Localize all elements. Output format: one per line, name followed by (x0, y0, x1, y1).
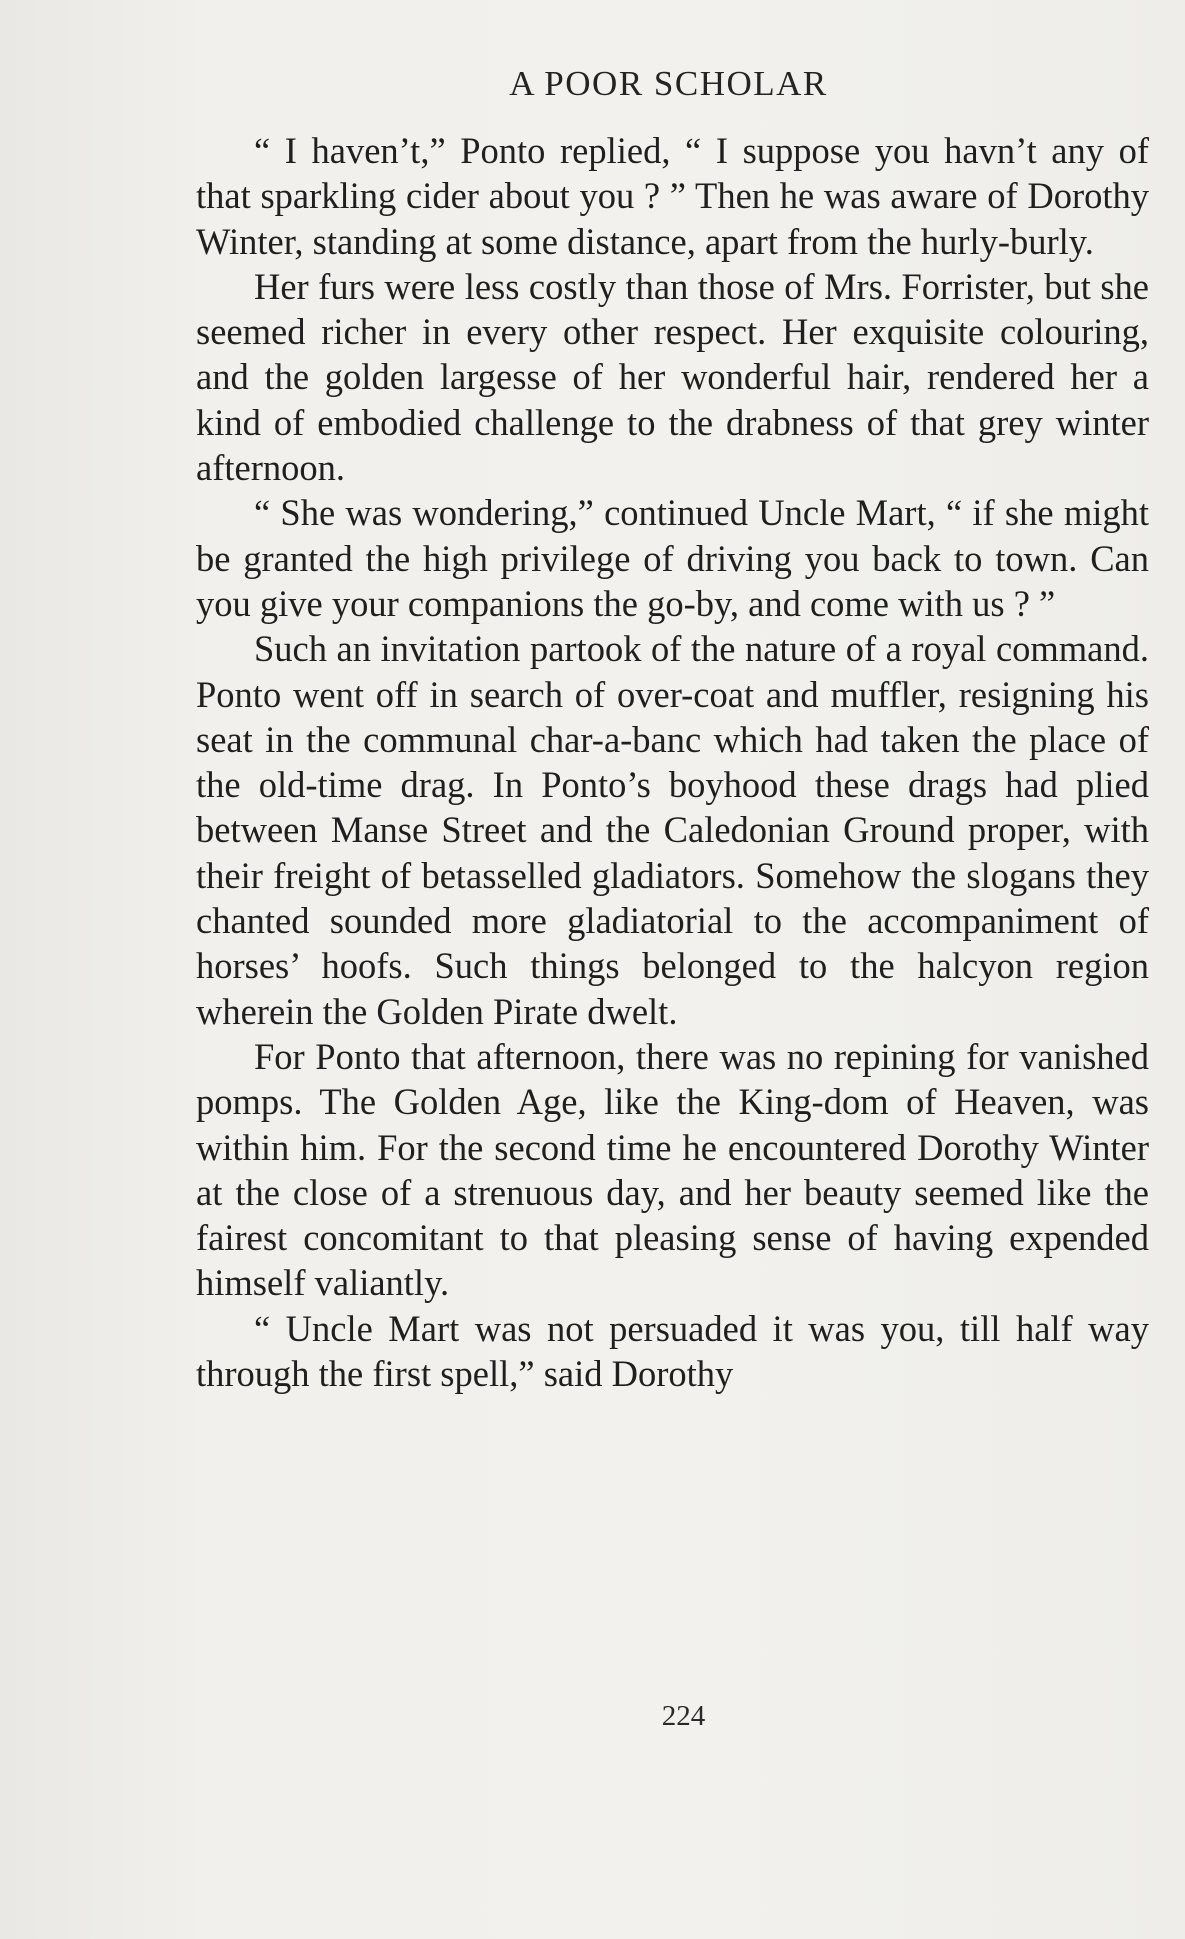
page-number: 224 (661, 1700, 706, 1732)
paragraph: Such an invitation partook of the nature of a royal command. Ponto went off in search of over-coat and muffler, resigning his seat in the communal char-a-banc which had taken the place of the old-time drag. In Ponto’s boyhood these drags had plied between Manse Street and the Caledonian Ground proper, with their freight of betasselled gladiators. Somehow the slogans they chanted sounded more gladiatorial to the accompaniment of horses’ hoofs. Such things belonged to the halcyon region wherein the Golden Pirate dwelt. (196, 628, 1149, 1032)
body-text (196, 128, 1149, 1396)
paragraph: “ She was wondering,” continued Uncle Mart, “ if she might be granted the high privilege of driving you back to town. Can you give your companions the go-by, and come with us ? ” (196, 492, 1149, 624)
running-header: A POOR SCHOLAR (509, 64, 828, 103)
paragraph: “ Uncle Mart was not persuaded it was you, till half way through the first spell,” said Dorothy (196, 1307, 1149, 1395)
paragraph: For Ponto that afternoon, there was no repining for vanished pomps. The Golden Age, like the King-dom of Heaven, was within him. For the second time he encountered Dorothy Winter at the close of a strenuous day, and her beauty seemed like the fairest concomitant to that pleasing sense of having expended himself valiantly. (196, 1035, 1149, 1304)
paragraph: Her furs were less costly than those of Mrs. Forrister, but she seemed richer in every other respect. Her exquisite colouring, and the golden largesse of her wonderful hair, rendered her a kind of embodied challenge to the drabness of that grey winter afternoon. (196, 265, 1149, 489)
paragraph: “ I haven’t,” Ponto replied, “ I suppose you havn’t any of that sparkling cider about you ? ” Then he was aware of Dorothy Winter, standing at some distance, apart from the hurly-burly. (196, 130, 1149, 262)
